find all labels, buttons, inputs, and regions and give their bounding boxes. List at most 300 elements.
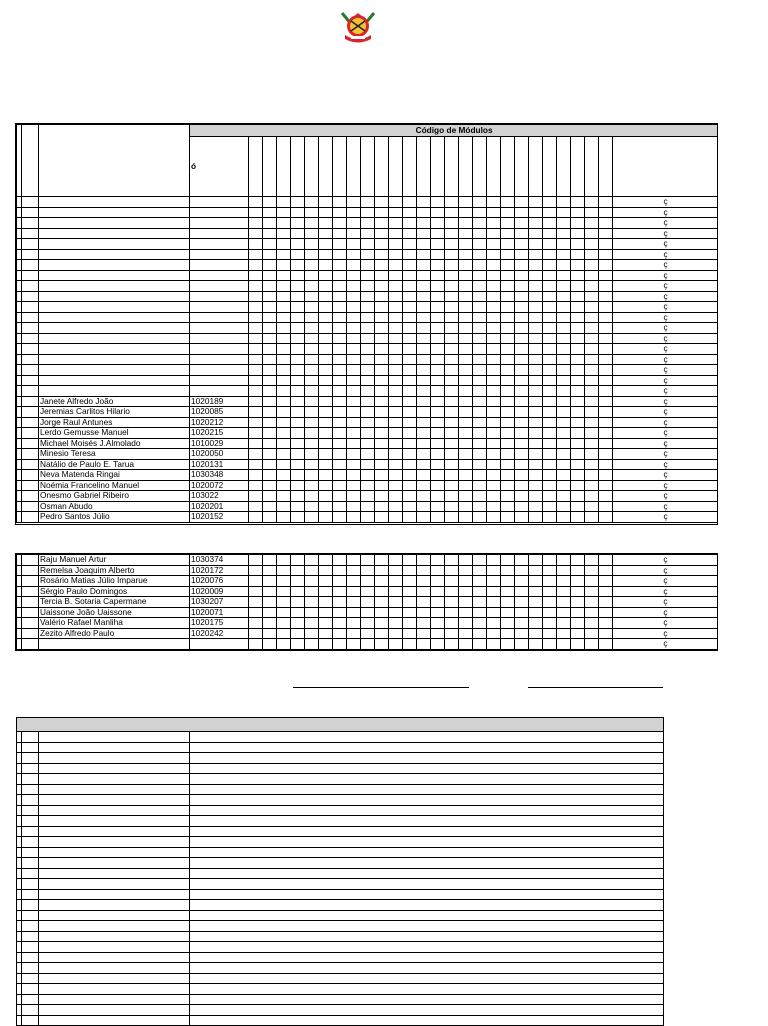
table-row (17, 826, 664, 837)
module-grade-cell (389, 555, 403, 566)
module-grade-cell (375, 239, 389, 250)
module-grade-cell (501, 207, 515, 218)
module-grade-cell (571, 555, 585, 566)
module-grade-cell (263, 323, 277, 334)
result-cell: ç (613, 512, 718, 523)
module-grade-cell (291, 260, 305, 271)
module-grade-cell (375, 428, 389, 439)
module-grade-cell (305, 249, 319, 260)
module-grade-cell (291, 281, 305, 292)
module-grade-cell (459, 512, 473, 523)
row-number-cell (22, 858, 39, 869)
module-grade-cell (389, 438, 403, 449)
module-grade-cell (361, 365, 375, 376)
row-number-cell (22, 994, 39, 1005)
module-grade-cell (389, 639, 403, 650)
module-grade-cell (249, 470, 263, 481)
module-grade-cell (487, 576, 501, 587)
module-grade-cell (501, 428, 515, 439)
row-number-cell (22, 417, 39, 428)
module-grade-cell (529, 333, 543, 344)
module-grade-cell (375, 576, 389, 587)
module-grade-cell (291, 228, 305, 239)
module-grade-cell (487, 386, 501, 397)
module-header-cell (529, 137, 543, 197)
module-grade-cell (389, 218, 403, 229)
module-grade-cell (249, 323, 263, 334)
module-grade-cell (445, 396, 459, 407)
module-grade-cell (459, 470, 473, 481)
module-grade-cell (263, 417, 277, 428)
table-row (17, 438, 718, 449)
result-cell: ç (613, 470, 718, 481)
module-grade-cell (403, 312, 417, 323)
table-row (17, 931, 664, 942)
table-row (17, 228, 718, 239)
module-grade-cell (291, 470, 305, 481)
observation-cell (190, 795, 664, 806)
table-row (17, 879, 664, 890)
table-row (17, 417, 718, 428)
module-grade-cell (585, 628, 599, 639)
student-code-cell (190, 344, 249, 355)
module-grade-cell (333, 323, 347, 334)
row-number-cell (22, 470, 39, 481)
module-grade-cell (347, 459, 361, 470)
module-grade-cell (557, 639, 571, 650)
module-grade-cell (333, 597, 347, 608)
module-grade-cell (375, 344, 389, 355)
module-grade-cell (375, 470, 389, 481)
module-grade-cell (473, 438, 487, 449)
module-grade-cell (305, 470, 319, 481)
module-grade-cell (375, 438, 389, 449)
module-grade-cell (305, 260, 319, 271)
module-grade-cell (277, 597, 291, 608)
module-grade-cell (403, 491, 417, 502)
module-header-cell (277, 137, 291, 197)
module-grade-cell (445, 555, 459, 566)
module-grade-cell (431, 291, 445, 302)
module-grade-cell (277, 628, 291, 639)
module-grade-cell (417, 239, 431, 250)
module-grade-cell (403, 207, 417, 218)
module-grade-cell (375, 586, 389, 597)
module-grade-cell (487, 249, 501, 260)
module-grade-cell (487, 449, 501, 460)
module-grade-cell (305, 586, 319, 597)
module-grade-cell (431, 586, 445, 597)
module-grade-cell (557, 291, 571, 302)
module-grade-cell (431, 386, 445, 397)
module-grade-cell (585, 449, 599, 460)
student-code-cell (190, 354, 249, 365)
module-grade-cell (571, 249, 585, 260)
module-grade-cell (473, 375, 487, 386)
observation-cell (190, 952, 664, 963)
module-header-cell (473, 137, 487, 197)
module-grade-cell (417, 618, 431, 629)
module-grade-cell (543, 639, 557, 650)
module-grade-cell (445, 576, 459, 587)
module-grade-cell (361, 480, 375, 491)
student-code-cell: 1020071 (190, 607, 249, 618)
module-grade-cell (417, 607, 431, 618)
module-grade-cell (417, 639, 431, 650)
name-cell (39, 837, 190, 848)
module-grade-cell (445, 565, 459, 576)
module-grade-cell (333, 428, 347, 439)
module-grade-cell (263, 607, 277, 618)
result-cell: ç (613, 597, 718, 608)
module-grade-cell (277, 576, 291, 587)
module-grade-cell (599, 354, 613, 365)
module-grade-cell (431, 260, 445, 271)
module-grade-cell (557, 501, 571, 512)
module-grade-cell (557, 281, 571, 292)
module-grade-cell (515, 459, 529, 470)
module-grade-cell (291, 586, 305, 597)
module-grade-cell (515, 218, 529, 229)
module-grade-cell (305, 565, 319, 576)
module-grade-cell (361, 459, 375, 470)
module-grade-cell (599, 565, 613, 576)
student-code-cell: 1020189 (190, 396, 249, 407)
module-grade-cell (347, 333, 361, 344)
module-grade-cell (375, 396, 389, 407)
module-grade-cell (291, 239, 305, 250)
module-grade-cell (249, 281, 263, 292)
module-grade-cell (361, 417, 375, 428)
module-grade-cell (389, 228, 403, 239)
module-grade-cell (277, 438, 291, 449)
module-grade-cell (459, 417, 473, 428)
module-grade-cell (501, 480, 515, 491)
module-grade-cell (599, 449, 613, 460)
module-grade-cell (557, 438, 571, 449)
module-grade-cell (361, 607, 375, 618)
module-grade-cell (529, 260, 543, 271)
module-grade-cell (431, 281, 445, 292)
module-grade-cell (571, 365, 585, 376)
module-grade-cell (459, 618, 473, 629)
module-grade-cell (585, 576, 599, 587)
module-grade-cell (347, 438, 361, 449)
module-grade-cell (515, 417, 529, 428)
module-grade-cell (431, 501, 445, 512)
module-grade-cell (585, 512, 599, 523)
module-grade-cell (249, 260, 263, 271)
module-grade-cell (291, 565, 305, 576)
module-grade-cell (431, 228, 445, 239)
module-grade-cell (459, 207, 473, 218)
module-grade-cell (473, 417, 487, 428)
module-grade-cell (305, 618, 319, 629)
module-grade-cell (249, 501, 263, 512)
row-number-cell (22, 889, 39, 900)
module-grade-cell (543, 218, 557, 229)
module-grade-cell (319, 639, 333, 650)
module-grade-cell (347, 239, 361, 250)
row-number-cell (22, 407, 39, 418)
module-grade-cell (473, 628, 487, 639)
module-grade-cell (263, 270, 277, 281)
module-grade-cell (389, 386, 403, 397)
name-cell (39, 984, 190, 995)
module-grade-cell (529, 618, 543, 629)
table-row (17, 597, 718, 608)
module-grade-cell (473, 618, 487, 629)
module-grade-cell (333, 449, 347, 460)
module-grade-cell (403, 449, 417, 460)
module-grade-cell (291, 365, 305, 376)
module-grade-cell (585, 365, 599, 376)
student-name-cell (39, 270, 190, 281)
module-grade-cell (571, 628, 585, 639)
module-grade-cell (459, 501, 473, 512)
name-cell (39, 763, 190, 774)
observation-cell (190, 900, 664, 911)
module-grade-cell (487, 512, 501, 523)
student-code-cell: 1030207 (190, 597, 249, 608)
module-grade-cell (599, 639, 613, 650)
module-grade-cell (571, 228, 585, 239)
module-grade-cell (277, 291, 291, 302)
student-code-cell: 1020215 (190, 428, 249, 439)
module-grade-cell (403, 501, 417, 512)
module-grade-cell (459, 228, 473, 239)
result-cell: ç (613, 386, 718, 397)
module-grade-cell (375, 375, 389, 386)
module-grade-cell (417, 459, 431, 470)
module-grade-cell (375, 501, 389, 512)
module-grade-cell (291, 639, 305, 650)
result-cell: ç (613, 291, 718, 302)
row-number-cell (22, 763, 39, 774)
module-grade-cell (291, 396, 305, 407)
module-grade-cell (305, 239, 319, 250)
module-grade-cell (529, 228, 543, 239)
row-number-cell (22, 816, 39, 827)
module-grade-cell (277, 386, 291, 397)
module-grade-cell (571, 501, 585, 512)
module-grade-cell (501, 197, 515, 208)
module-grade-cell (543, 555, 557, 566)
module-header-cell (319, 137, 333, 197)
module-grade-cell (585, 312, 599, 323)
module-grade-cell (571, 302, 585, 313)
module-grade-cell (543, 375, 557, 386)
table-row (17, 470, 718, 481)
table-row (17, 576, 718, 587)
module-grade-cell (263, 291, 277, 302)
module-grade-cell (291, 417, 305, 428)
module-grade-cell (361, 249, 375, 260)
module-grade-cell (249, 344, 263, 355)
module-grade-cell (487, 480, 501, 491)
module-grade-cell (319, 417, 333, 428)
module-grade-cell (403, 302, 417, 313)
result-cell: ç (613, 228, 718, 239)
module-grade-cell (319, 207, 333, 218)
table-row (17, 291, 718, 302)
module-grade-cell (473, 576, 487, 587)
module-grade-cell (361, 312, 375, 323)
table-row (17, 207, 718, 218)
student-name-cell (39, 344, 190, 355)
module-grade-cell (571, 375, 585, 386)
observation-cell (190, 984, 664, 995)
row-number-cell (22, 565, 39, 576)
table-row (17, 837, 664, 848)
module-grade-cell (319, 291, 333, 302)
module-grade-cell (277, 417, 291, 428)
module-grade-cell (459, 218, 473, 229)
student-code-cell (190, 197, 249, 208)
module-grade-cell (445, 597, 459, 608)
module-grade-cell (389, 512, 403, 523)
module-grade-cell (333, 228, 347, 239)
module-grade-cell (543, 249, 557, 260)
module-grade-cell (431, 639, 445, 650)
module-grade-cell (445, 586, 459, 597)
row-number-cell (22, 639, 39, 650)
observation-cell (190, 889, 664, 900)
module-grade-cell (347, 597, 361, 608)
module-grade-cell (585, 270, 599, 281)
module-grade-cell (501, 365, 515, 376)
module-grade-cell (347, 260, 361, 271)
module-grade-cell (543, 207, 557, 218)
module-grade-cell (585, 344, 599, 355)
row-number-cell (22, 952, 39, 963)
module-grade-cell (585, 218, 599, 229)
module-grade-cell (557, 312, 571, 323)
module-grade-cell (543, 302, 557, 313)
module-grade-cell (403, 354, 417, 365)
student-name-cell (39, 249, 190, 260)
row-number-cell (22, 312, 39, 323)
module-grade-cell (431, 491, 445, 502)
module-grade-cell (543, 438, 557, 449)
module-grade-cell (571, 407, 585, 418)
row-number-cell (22, 900, 39, 911)
module-grade-cell (347, 197, 361, 208)
module-grade-cell (445, 354, 459, 365)
module-grade-cell (305, 438, 319, 449)
student-code-cell: 1030374 (190, 555, 249, 566)
module-grade-cell (501, 312, 515, 323)
module-grade-cell (305, 333, 319, 344)
module-grade-cell (571, 386, 585, 397)
result-cell: ç (613, 207, 718, 218)
student-name-cell: Michael Moisés J.Almolado (39, 438, 190, 449)
module-grade-cell (361, 302, 375, 313)
module-grade-cell (557, 586, 571, 597)
row-number-cell (22, 323, 39, 334)
row-number-cell (22, 438, 39, 449)
row-number-cell (22, 428, 39, 439)
module-grade-cell (585, 260, 599, 271)
module-grade-cell (543, 491, 557, 502)
module-grade-cell (529, 586, 543, 597)
module-grade-cell (543, 565, 557, 576)
table-row (17, 281, 718, 292)
module-grade-cell (361, 281, 375, 292)
module-grade-cell (515, 639, 529, 650)
module-grade-cell (389, 597, 403, 608)
module-grade-cell (459, 565, 473, 576)
module-grade-cell (585, 333, 599, 344)
student-name-cell: Lerdo Gemusse Manuel (39, 428, 190, 439)
module-grade-cell (305, 459, 319, 470)
module-grade-cell (403, 239, 417, 250)
module-grade-cell (417, 628, 431, 639)
module-grade-cell (557, 386, 571, 397)
module-grade-cell (515, 628, 529, 639)
observation-cell (190, 879, 664, 890)
row-number-cell (22, 344, 39, 355)
module-grade-cell (249, 491, 263, 502)
module-grade-cell (543, 228, 557, 239)
module-grade-cell (557, 417, 571, 428)
module-grade-cell (277, 459, 291, 470)
observation-cell (190, 994, 664, 1005)
module-grade-cell (501, 459, 515, 470)
module-grade-cell (403, 618, 417, 629)
table-row (17, 1005, 664, 1016)
module-grade-cell (515, 428, 529, 439)
module-grade-cell (557, 576, 571, 587)
module-grade-cell (305, 375, 319, 386)
module-grade-cell (333, 501, 347, 512)
module-grade-cell (389, 565, 403, 576)
row-number-cell (22, 753, 39, 764)
observation-cell (190, 1005, 664, 1016)
module-grade-cell (361, 501, 375, 512)
result-cell: ç (613, 218, 718, 229)
module-grade-cell (347, 480, 361, 491)
row-number-cell (22, 218, 39, 229)
module-grade-cell (459, 260, 473, 271)
module-grade-cell (305, 607, 319, 618)
module-grade-cell (263, 459, 277, 470)
module-grade-cell (459, 628, 473, 639)
module-grade-cell (417, 197, 431, 208)
module-grade-cell (473, 597, 487, 608)
observation-cell (190, 963, 664, 974)
module-grade-cell (389, 323, 403, 334)
module-grade-cell (585, 197, 599, 208)
module-grade-cell (515, 501, 529, 512)
observations-table (16, 717, 664, 1026)
student-code-cell: 1020009 (190, 586, 249, 597)
module-grade-cell (347, 323, 361, 334)
module-grade-cell (249, 438, 263, 449)
observation-cell (190, 931, 664, 942)
module-grade-cell (515, 228, 529, 239)
module-grade-cell (571, 417, 585, 428)
module-grade-cell (319, 459, 333, 470)
student-code-cell: 103022 (190, 491, 249, 502)
module-grade-cell (375, 270, 389, 281)
module-grade-cell (459, 354, 473, 365)
module-grade-cell (515, 470, 529, 481)
module-grade-cell (459, 344, 473, 355)
module-grade-cell (557, 249, 571, 260)
module-grade-cell (501, 512, 515, 523)
module-grade-cell (571, 239, 585, 250)
